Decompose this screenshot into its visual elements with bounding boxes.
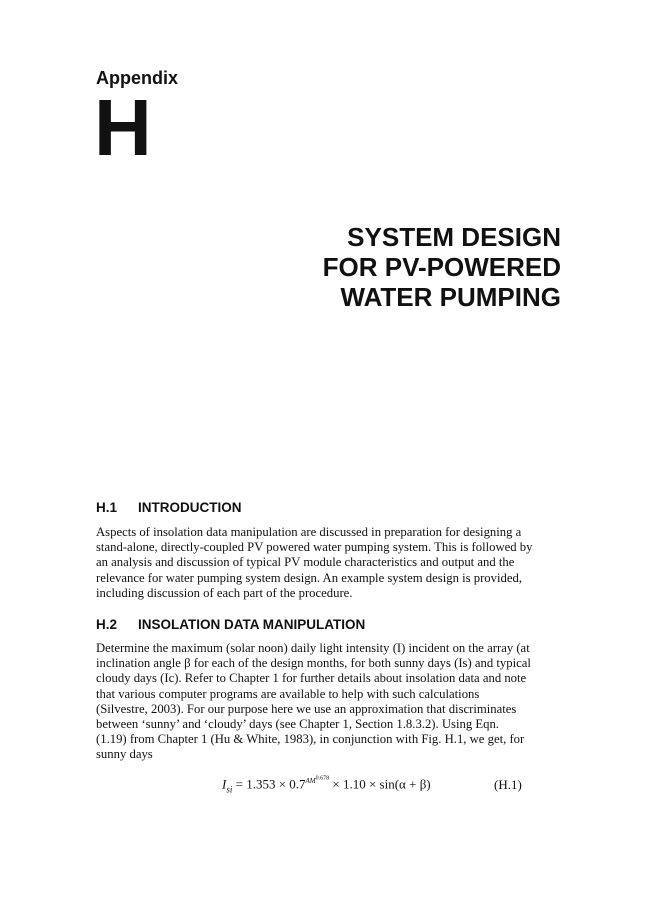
eq-exponent: AM [305,777,316,786]
appendix-label: Appendix [96,68,179,88]
section-title: INSOLATION DATA MANIPULATION [138,617,366,632]
paragraph-introduction [96,525,566,601]
eq-exponent-power: 0.678 [315,776,330,782]
text-line: stand-alone, directly-coupled PV powered water pumping system. This is followed by [96,540,533,555]
text-line: that various computer programs are available to help with such calculations [96,686,480,701]
equation-number: (H.1) [494,777,522,792]
text-line: between ‘sunny’ and ‘cloudy’ days (see Chapter 1, Section 1.8.3.2). Using Eqn. [96,717,499,732]
title-line: SYSTEM DESIGN [347,222,561,252]
section-number: H.2 [96,617,118,632]
title-line: FOR PV-POWERED [322,252,561,282]
section-title: INTRODUCTION [138,500,242,515]
eq-term: × 1.10 × sin(α + β) [329,776,431,792]
text-line: (1.19) from Chapter 1 (Hu & White, 1983), in conjunction with Fig. H.1, we get, for [96,732,525,747]
chapter-title [323,222,561,312]
text-line: cloudy days (Ic). Refer to Chapter 1 for further details about insolation data and note [96,671,527,686]
text-line: (Silvestre, 2003). For our purpose here we use an approximation that discriminates [96,701,517,716]
section-heading-introduction [96,500,242,515]
eq-lhs: I [222,776,227,792]
title-line: WATER PUMPING [340,282,561,312]
section-heading-insolation [96,617,365,632]
equation-h1 [222,776,431,794]
text-line: including discussion of each part of the procedure. [96,585,353,600]
text-line: inclination angle β for each of the design months, for both sunny days (Is) and typical [96,656,531,671]
text-line: Determine the maximum (solar noon) daily light intensity (I) incident on the array (at [96,641,530,655]
text-line: sunny days [96,747,153,762]
text-line: relevance for water pumping system design. An example system design is provided, [96,570,522,585]
text-line: Aspects of insolation data manipulation are discussed in preparation for designing a [96,525,522,539]
paragraph-insolation [96,641,566,763]
section-number: H.1 [96,500,118,515]
eq-term: = 1.353 × 0.7 [232,776,306,792]
eq-lhs-sub: si [226,784,233,795]
appendix-letter: H [94,83,152,172]
text-line: an analysis and discussion of typical PV module characteristics and output and the [96,555,515,570]
